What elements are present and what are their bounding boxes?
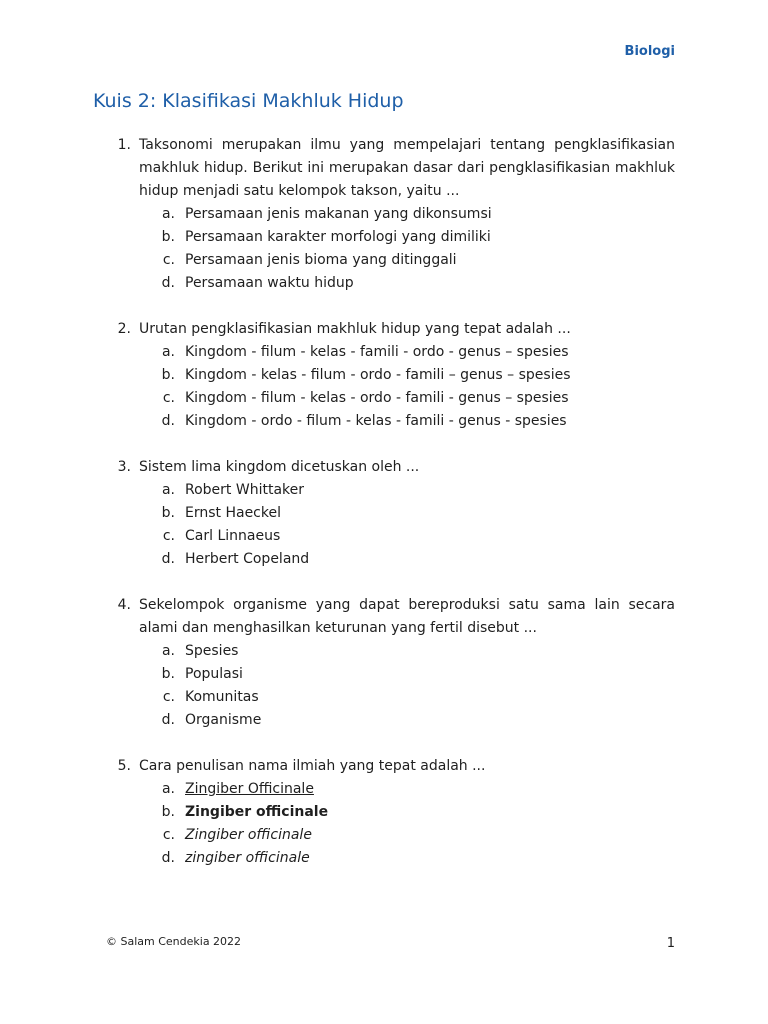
question-1 [93, 134, 675, 295]
question-text: Urutan pengklasifikasian makhluk hidup yang tepat adalah ... [139, 321, 571, 337]
option-text-underlined: Zingiber Officinale [185, 781, 314, 797]
option-letter: c. [162, 390, 175, 406]
option-letter: a. [161, 344, 175, 360]
option-b [139, 663, 675, 686]
option-letter: b. [161, 367, 175, 383]
option-c [139, 249, 675, 272]
option-letter: c. [162, 528, 175, 544]
page-number: 1 [666, 936, 675, 951]
option-b [139, 364, 675, 387]
option-text: Ernst Haeckel [185, 505, 281, 521]
option-letter: c. [162, 689, 175, 705]
option-text-bold: Zingiber officinale [185, 804, 329, 820]
question-number: 2. [117, 321, 131, 337]
option-d [139, 847, 675, 870]
option-d [139, 410, 675, 433]
question-number: 1. [117, 137, 131, 153]
option-d [139, 709, 675, 732]
option-list [93, 203, 675, 295]
option-d [139, 548, 675, 571]
option-text: Persamaan jenis bioma yang ditinggali [185, 252, 457, 268]
option-c [139, 686, 675, 709]
footer-copyright: © Salam Cendekia 2022 [106, 935, 242, 948]
option-text: Spesies [185, 643, 239, 659]
option-text: Herbert Copeland [185, 551, 310, 567]
option-a [139, 203, 675, 226]
option-c [139, 525, 675, 548]
option-a [139, 479, 675, 502]
option-text: Persamaan jenis makanan yang dikonsumsi [185, 206, 492, 222]
option-list [93, 479, 675, 571]
question-text: Sistem lima kingdom dicetuskan oleh ... [139, 459, 420, 475]
subject-label: Biologi [624, 44, 675, 59]
question-3 [93, 456, 675, 571]
option-letter: d. [161, 551, 175, 567]
option-text-italic: zingiber officinale [185, 850, 310, 866]
option-text: Kingdom - ordo - filum - kelas - famili - genus - spesies [185, 413, 567, 429]
question-text: Sekelompok organisme yang dapat bereproduksi satu sama lain secara alami dan menghasilkan keturunan yang fertil disebut ... [139, 597, 675, 636]
option-c [139, 824, 675, 847]
option-text: Persamaan karakter morfologi yang dimiliki [185, 229, 491, 245]
question-text: Taksonomi merupakan ilmu yang mempelajari tentang pengklasifikasian makhluk hidup. Berikut ini merupakan dasar dari pengklasifikasian makhluk hidup menjadi satu kelompok takson, yaitu ... [139, 137, 675, 199]
option-b [139, 226, 675, 249]
option-a [139, 341, 675, 364]
option-letter: d. [161, 850, 175, 866]
option-letter: d. [161, 712, 175, 728]
option-letter: c. [162, 252, 175, 268]
option-letter: b. [161, 804, 175, 820]
option-list [93, 341, 675, 433]
option-letter: a. [161, 206, 175, 222]
option-text: Persamaan waktu hidup [185, 275, 354, 291]
question-number: 3. [117, 459, 131, 475]
option-text: Organisme [185, 712, 262, 728]
option-letter: d. [161, 275, 175, 291]
question-number: 4. [117, 597, 131, 613]
option-text: Kingdom - filum - kelas - ordo - famili - genus – spesies [185, 390, 569, 406]
question-list [93, 134, 675, 893]
option-d [139, 272, 675, 295]
page-title: Kuis 2: Klasifikasi Makhluk Hidup [93, 90, 404, 112]
option-text: Kingdom - filum - kelas - famili - ordo - genus – spesies [185, 344, 569, 360]
option-list [93, 640, 675, 732]
option-letter: b. [161, 505, 175, 521]
option-a [139, 640, 675, 663]
option-letter: b. [161, 666, 175, 682]
question-2 [93, 318, 675, 433]
option-text: Populasi [185, 666, 243, 682]
option-letter: a. [161, 482, 175, 498]
option-letter: d. [161, 413, 175, 429]
option-a [139, 778, 675, 801]
option-text: Carl Linnaeus [185, 528, 281, 544]
option-c [139, 387, 675, 410]
question-text: Cara penulisan nama ilmiah yang tepat adalah ... [139, 758, 486, 774]
question-number: 5. [117, 758, 131, 774]
option-text: Komunitas [185, 689, 259, 705]
option-letter: a. [161, 781, 175, 797]
question-4 [93, 594, 675, 732]
option-text: Robert Whittaker [185, 482, 304, 498]
option-b [139, 502, 675, 525]
question-5 [93, 755, 675, 870]
option-letter: a. [161, 643, 175, 659]
option-list [93, 778, 675, 870]
option-letter: b. [161, 229, 175, 245]
option-letter: c. [162, 827, 175, 843]
option-b [139, 801, 675, 824]
option-text-italic: Zingiber officinale [185, 827, 312, 843]
option-text: Kingdom - kelas - filum - ordo - famili – genus – spesies [185, 367, 571, 383]
